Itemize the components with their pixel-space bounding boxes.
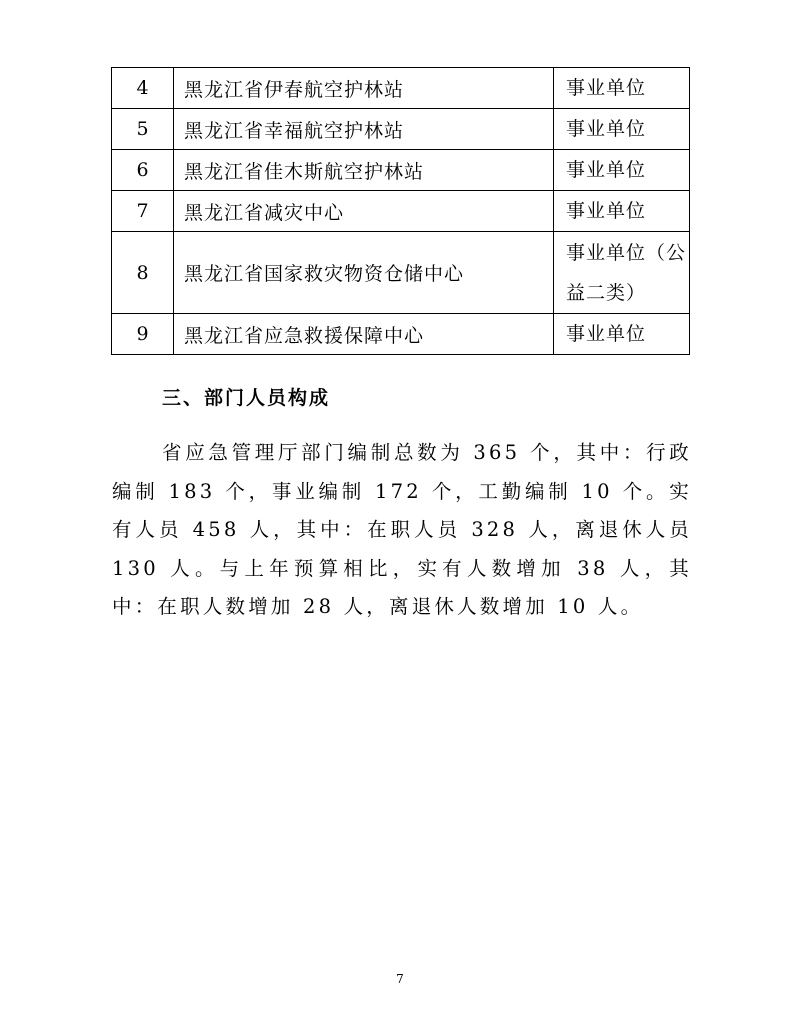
row-number: 7 bbox=[112, 191, 174, 232]
page-number: 7 bbox=[396, 972, 404, 986]
row-number: 6 bbox=[112, 150, 174, 191]
row-number: 8 bbox=[112, 232, 174, 314]
row-number: 9 bbox=[112, 314, 174, 355]
staff-paragraph: 省应急管理厅部门编制总数为 365 个，其中：行政编制 183 个，事业编制 172 个，工勤编制 10 个。实有人员 458 人，其中：在职人员 328 人，离退休人员 130 人。与上年预算相比，实有人数增加 38 人，其中：在职人数增加 28 人，离退休人数增加 10 人。 bbox=[112, 441, 692, 618]
units-table bbox=[111, 67, 690, 355]
unit-type: 事业单位 bbox=[554, 109, 690, 150]
table-row bbox=[112, 68, 690, 109]
row-number: 5 bbox=[112, 109, 174, 150]
unit-type: 事业单位 bbox=[554, 314, 690, 355]
table-row bbox=[112, 150, 690, 191]
unit-type: 事业单位（公益二类） bbox=[554, 232, 690, 314]
table-row bbox=[112, 109, 690, 150]
table-row bbox=[112, 191, 690, 232]
unit-type: 事业单位 bbox=[554, 150, 690, 191]
unit-name: 黑龙江省幸福航空护林站 bbox=[174, 109, 554, 150]
table-row bbox=[112, 314, 690, 355]
unit-name: 黑龙江省减灾中心 bbox=[174, 191, 554, 232]
unit-name: 黑龙江省伊春航空护林站 bbox=[174, 68, 554, 109]
unit-type: 事业单位 bbox=[554, 191, 690, 232]
unit-type: 事业单位 bbox=[554, 68, 690, 109]
row-number: 4 bbox=[112, 68, 174, 109]
unit-name: 黑龙江省国家救灾物资仓储中心 bbox=[174, 232, 554, 314]
unit-name: 黑龙江省佳木斯航空护林站 bbox=[174, 150, 554, 191]
section-heading: 三、部门人员构成 bbox=[162, 387, 331, 409]
unit-name: 黑龙江省应急救援保障中心 bbox=[174, 314, 554, 355]
table-row bbox=[112, 232, 690, 314]
